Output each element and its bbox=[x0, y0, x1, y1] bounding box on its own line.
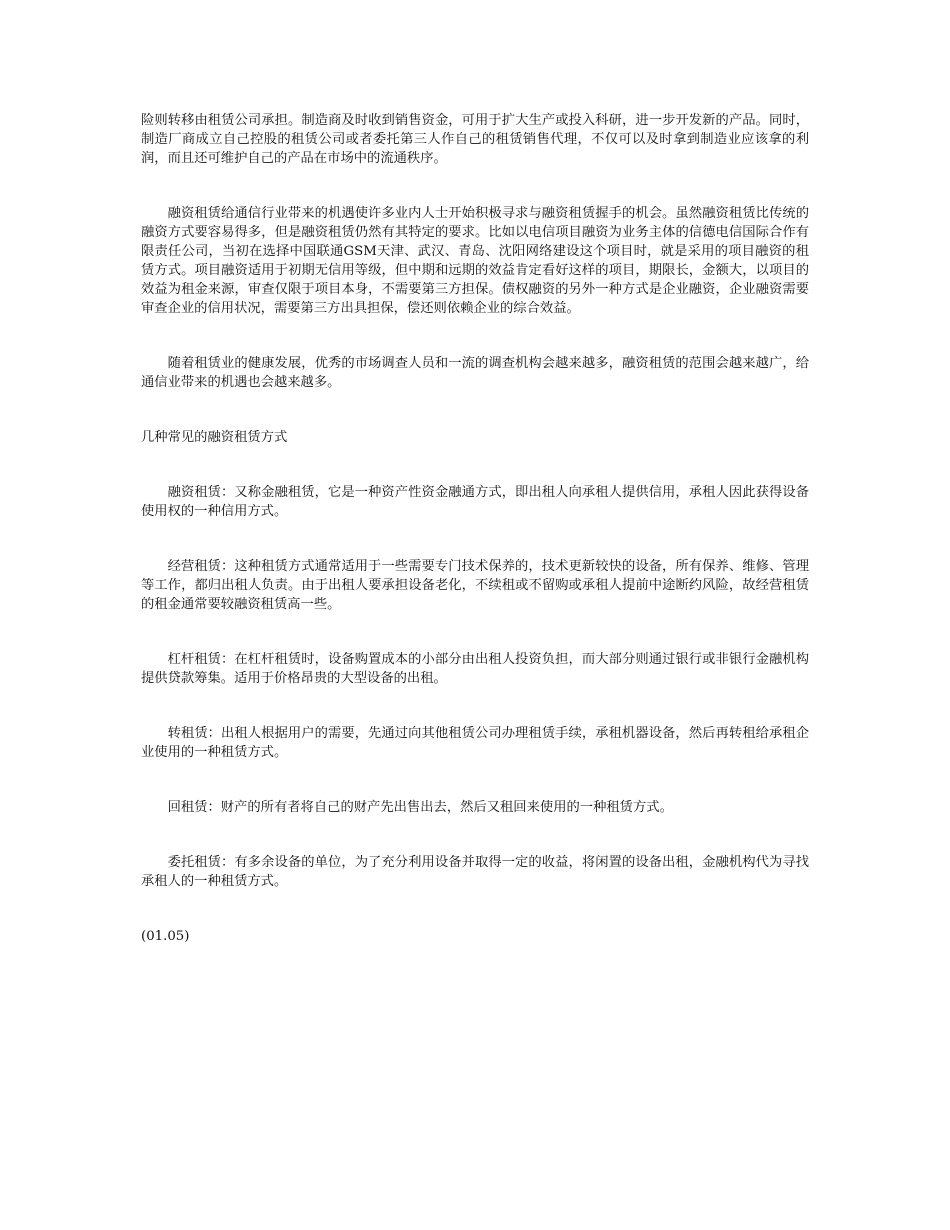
section-heading: 几种常见的融资租赁方式 bbox=[141, 430, 288, 445]
document-body bbox=[141, 111, 809, 946]
paragraph-sublease: 转租赁：出租人根据用户的需要，先通过向其他租赁公司办理租赁手续，承租机器设备，然后再转租给承租企业使用的一种租赁方式。 bbox=[141, 726, 809, 760]
paragraph-entrusted-lease: 委托租赁：有多余设备的单位，为了充分利用设备并取得一定的收益，将闲置的设备出租，金融机构代为寻找承租人的一种租赁方式。 bbox=[141, 855, 809, 889]
paragraph-risk-transfer: 险则转移由租赁公司承担。制造商及时收到销售资金，可用于扩大生产或投入科研，进一步开发新的产品。同时，制造厂商成立自己控股的租赁公司或者委托第三人作自己的租赁销售代理，不仅可以及时拿到制造业应该拿的利润，而且还可维护自己的产品在市场中的流通秩序。 bbox=[141, 113, 809, 166]
paragraph-telecom-opportunity: 融资租赁给通信行业带来的机遇使许多业内人士开始积极寻求与融资租赁握手的机会。虽然融资租赁比传统的融资方式要容易得多，但是融资租赁仍然有其特定的要求。比如以电信项目融资为业务主体的信德电信国际合作有限责任公司，当初在选择中国联通GSM天津、武汉、青岛、沈阳网络建设这个项目时，就是采用的项目融资的租赁方式。项目融资适用于初期无信用等级，但中期和远期的效益肯定看好这样的项目，期限长，金额大，以项目的效益为租金来源，审查仅限于项目本身，不需要第三方担保。债权融资的另外一种方式是企业融资，企业融资需要审查企业的信用状况，需要第三方出具担保，偿还则依赖企业的综合效益。 bbox=[141, 206, 809, 316]
paragraph-leasing-development: 随着租赁业的健康发展，优秀的市场调查人员和一流的调查机构会越来越多，融资租赁的范围会越来越广，给通信业带来的机遇也会越来越多。 bbox=[141, 356, 809, 390]
paragraph-leaseback: 回租赁：财产的所有者将自己的财产先出售出去，然后又租回来使用的一种租赁方式。 bbox=[167, 800, 673, 815]
paragraph-financial-lease: 融资租赁：又称金融租赁，它是一种资产性资金融通方式，即出租人向承租人提供信用，承租人因此获得设备使用权的一种信用方式。 bbox=[141, 485, 809, 519]
issue-date: (01.05) bbox=[141, 929, 190, 944]
paragraph-operating-lease: 经营租赁：这种租赁方式通常适用于一些需要专门技术保养的，技术更新较快的设备，所有保养、维修、管理等工作，都归出租人负责。由于出租人要承担设备老化，不续租或不留购或承租人提前中途断约风险，故经营租赁的租金通常要较融资租赁高一些。 bbox=[141, 559, 809, 612]
paragraph-leveraged-lease: 杠杆租赁：在杠杆租赁时，设备购置成本的小部分由出租人投资负担，而大部分则通过银行或非银行金融机构提供贷款筹集。适用于价格昂贵的大型设备的出租。 bbox=[141, 652, 809, 686]
